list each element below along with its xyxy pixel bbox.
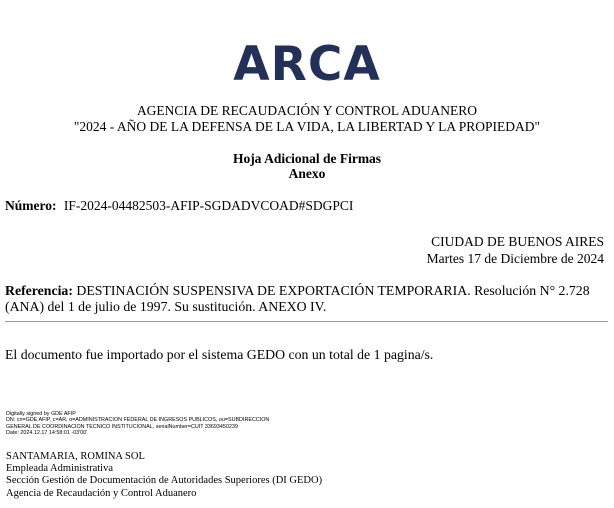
document-number	[5, 198, 353, 214]
signer-agency: Agencia de Recaudación y Control Aduanero	[6, 487, 197, 499]
agency-name: AGENCIA DE RECAUDACIÓN Y CONTROL ADUANERO	[136, 103, 478, 118]
signer-section: Sección Gestión de Documentación de Autoridades Superiores (DI GEDO)	[6, 475, 323, 487]
signer-name: SANTAMARIA, ROMINA SOL	[6, 451, 145, 462]
reference	[5, 283, 610, 315]
body-text: El documento fue importado por el sistema GEDO con un total de 1 pagina/s.	[5, 347, 434, 362]
arca-logo: ARCA	[233, 37, 381, 92]
reference-label: Referencia:	[5, 283, 73, 298]
document-title: Hoja Adicional de Firmas	[232, 151, 382, 166]
number-label: Número:	[5, 198, 57, 213]
signer-block	[6, 451, 322, 500]
city: CIUDAD DE BUENOS AIRES	[431, 234, 604, 249]
digital-signature-block	[6, 411, 269, 436]
number-value: IF-2024-04482503-AFIP-SGDADVCOAD#SDGPCI	[63, 198, 354, 213]
signature-line: Digitally signed by GDE AFIP	[6, 411, 76, 417]
signature-line: DN: cn=GDE AFIP, c=AR, o=ADMINISTRACION FEDERAL DE INGRESOS PUBLICOS, ou=SUBDIRECCION	[6, 417, 270, 424]
reference-text: DESTINACIÓN SUSPENSIVA DE EXPORTACIÓN TEMPORARIA. Resolución N° 2.728 (ANA) del 1 de julio de 1997. Su sustitución. ANEXO IV.	[5, 283, 590, 314]
year-motto: "2024 - AÑO DE LA DEFENSA DE LA VIDA, LA LIBERTAD Y LA PROPIEDAD"	[73, 119, 541, 134]
signature-line: GENERAL DE COORDINACION TECNICO INSTITUCIONAL, serialNumber=CUIT 33693450239	[6, 423, 238, 430]
document-subtitle: Anexo	[288, 166, 326, 181]
signature-line: Date: 2024.12.17 14:58:01 -03'00'	[6, 429, 88, 436]
signer-position: Empleada Administrativa	[6, 463, 114, 475]
date: Martes 17 de Diciembre de 2024	[426, 251, 604, 266]
divider	[5, 321, 608, 322]
